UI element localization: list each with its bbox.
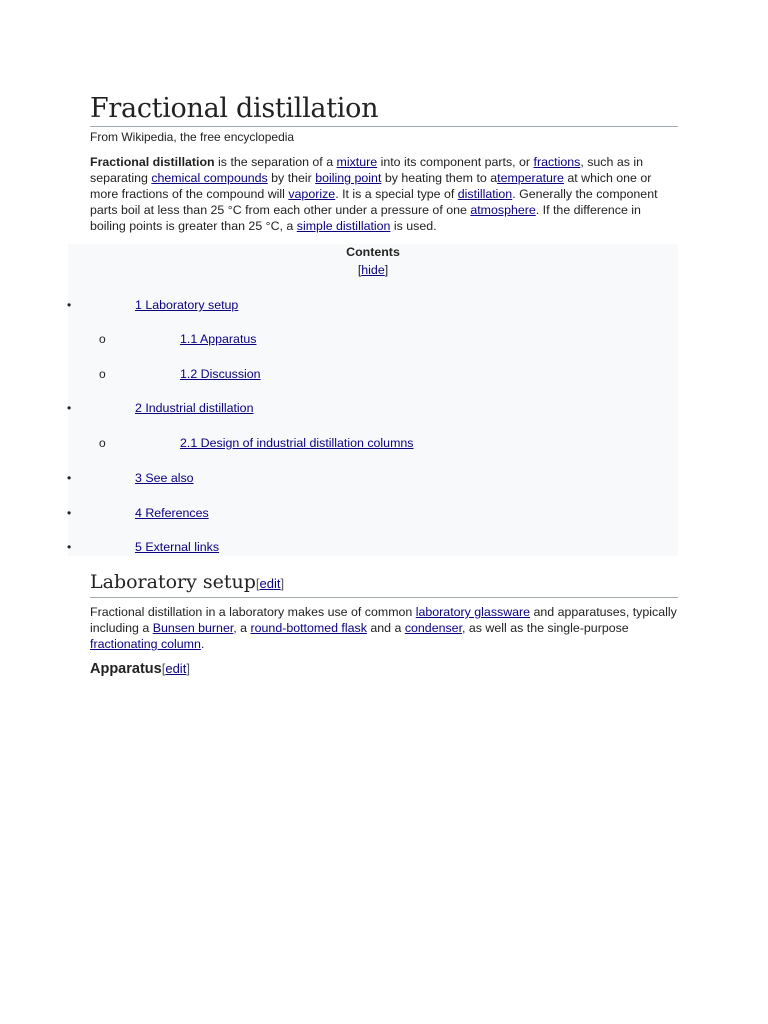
toc-item-references[interactable]: 4 References bbox=[135, 506, 209, 520]
edit-bracket-close: ] bbox=[186, 661, 190, 676]
intro-text: at which one or more fractions of the compound will bbox=[90, 171, 652, 201]
edit-link-laboratory-setup[interactable]: edit bbox=[259, 576, 281, 591]
link-temperature[interactable]: temperature bbox=[497, 171, 564, 185]
link-round-bottomed-flask[interactable]: round-bottomed flask bbox=[250, 621, 367, 635]
section-edit bbox=[162, 661, 190, 676]
link-simple-distillation[interactable]: simple distillation bbox=[296, 219, 391, 233]
toc-item-discussion[interactable]: 1.2 Discussion bbox=[180, 367, 261, 381]
link-mixture[interactable]: mixture bbox=[336, 155, 378, 169]
toc-item-industrial-distillation[interactable]: 2 Industrial distillation bbox=[135, 401, 254, 415]
toc-title: Contents bbox=[346, 245, 400, 259]
edit-bracket-open: [ bbox=[255, 576, 260, 591]
toc-item-apparatus[interactable]: 1.1 Apparatus bbox=[180, 332, 257, 346]
toc-bullet-circle: o bbox=[99, 367, 106, 381]
intro-text: , such as in separating bbox=[90, 155, 644, 185]
lab-text: , a bbox=[233, 621, 251, 635]
toc-bullet-circle: o bbox=[99, 436, 106, 450]
intro-text: is the separation of a bbox=[214, 155, 337, 169]
toc-toggle bbox=[68, 262, 678, 278]
toc-bullet-circle: o bbox=[99, 332, 106, 346]
link-chemical-compounds[interactable]: chemical compounds bbox=[151, 171, 268, 185]
toc-item-see-also[interactable]: 3 See also bbox=[135, 471, 194, 485]
link-boiling-point[interactable]: boiling point bbox=[315, 171, 382, 185]
section-heading-text: Laboratory setup bbox=[90, 571, 256, 593]
page-tagline: From Wikipedia, the free encyclopedia bbox=[90, 130, 295, 144]
article-body bbox=[90, 92, 678, 234]
toc-item-design-columns[interactable]: 2.1 Design of industrial distillation columns bbox=[180, 436, 414, 450]
lab-text: and apparatuses, typically including a bbox=[90, 605, 677, 635]
link-fractionating-column[interactable]: fractionating column bbox=[90, 637, 201, 651]
link-condenser[interactable]: condenser bbox=[404, 621, 463, 635]
toc-toggle-bracket-open: [ bbox=[357, 263, 362, 277]
link-bunsen-burner[interactable]: Bunsen burner bbox=[152, 621, 234, 635]
edit-bracket-open: [ bbox=[161, 661, 166, 676]
lab-text: . bbox=[200, 637, 205, 651]
toc-hide-link[interactable]: hide bbox=[361, 263, 385, 277]
link-vaporize[interactable]: vaporize bbox=[288, 187, 336, 201]
toc-bullet-disc: • bbox=[67, 540, 72, 554]
section-heading-laboratory-setup bbox=[90, 570, 678, 598]
intro-text: . Generally the component parts boil at less than 25 °C from each other under a pressure of one bbox=[90, 187, 658, 217]
lab-text: Fractional distillation in a laboratory makes use of common bbox=[90, 605, 416, 619]
page-title: Fractional distillation bbox=[90, 92, 678, 127]
section-heading-apparatus bbox=[90, 659, 190, 679]
link-fractions[interactable]: fractions bbox=[533, 155, 581, 169]
laboratory-setup-paragraph bbox=[90, 604, 678, 652]
lab-text: and a bbox=[366, 621, 405, 635]
link-distillation[interactable]: distillation bbox=[457, 187, 513, 201]
toc-bullet-disc: • bbox=[67, 471, 72, 485]
intro-text: into its component parts, or bbox=[377, 155, 534, 169]
intro-text: by heating them to a bbox=[381, 171, 498, 185]
toc-toggle-bracket-close: ] bbox=[384, 263, 389, 277]
toc-item-external-links[interactable]: 5 External links bbox=[135, 540, 220, 554]
toc-bullet-disc: • bbox=[67, 298, 72, 312]
intro-text: is used. bbox=[390, 219, 437, 233]
lab-text: , as well as the single-purpose bbox=[462, 621, 629, 635]
toc-bullet-disc: • bbox=[67, 401, 72, 415]
intro-text: by their bbox=[267, 171, 316, 185]
intro-paragraph bbox=[90, 154, 678, 234]
toc-bullet-disc: • bbox=[67, 506, 72, 520]
intro-bold-term: Fractional distillation bbox=[90, 155, 215, 169]
link-laboratory-glassware[interactable]: laboratory glassware bbox=[415, 605, 531, 619]
intro-text: . If the difference in boiling points is greater than 25 °C, a bbox=[90, 203, 641, 233]
link-atmosphere[interactable]: atmosphere bbox=[470, 203, 536, 217]
toc-item-laboratory-setup[interactable]: 1 Laboratory setup bbox=[135, 298, 239, 312]
section-edit bbox=[256, 576, 284, 591]
edit-link-apparatus[interactable]: edit bbox=[165, 661, 187, 676]
intro-text: . It is a special type of bbox=[335, 187, 458, 201]
edit-bracket-close: ] bbox=[280, 576, 285, 591]
sub-heading-text: Apparatus bbox=[90, 661, 162, 677]
